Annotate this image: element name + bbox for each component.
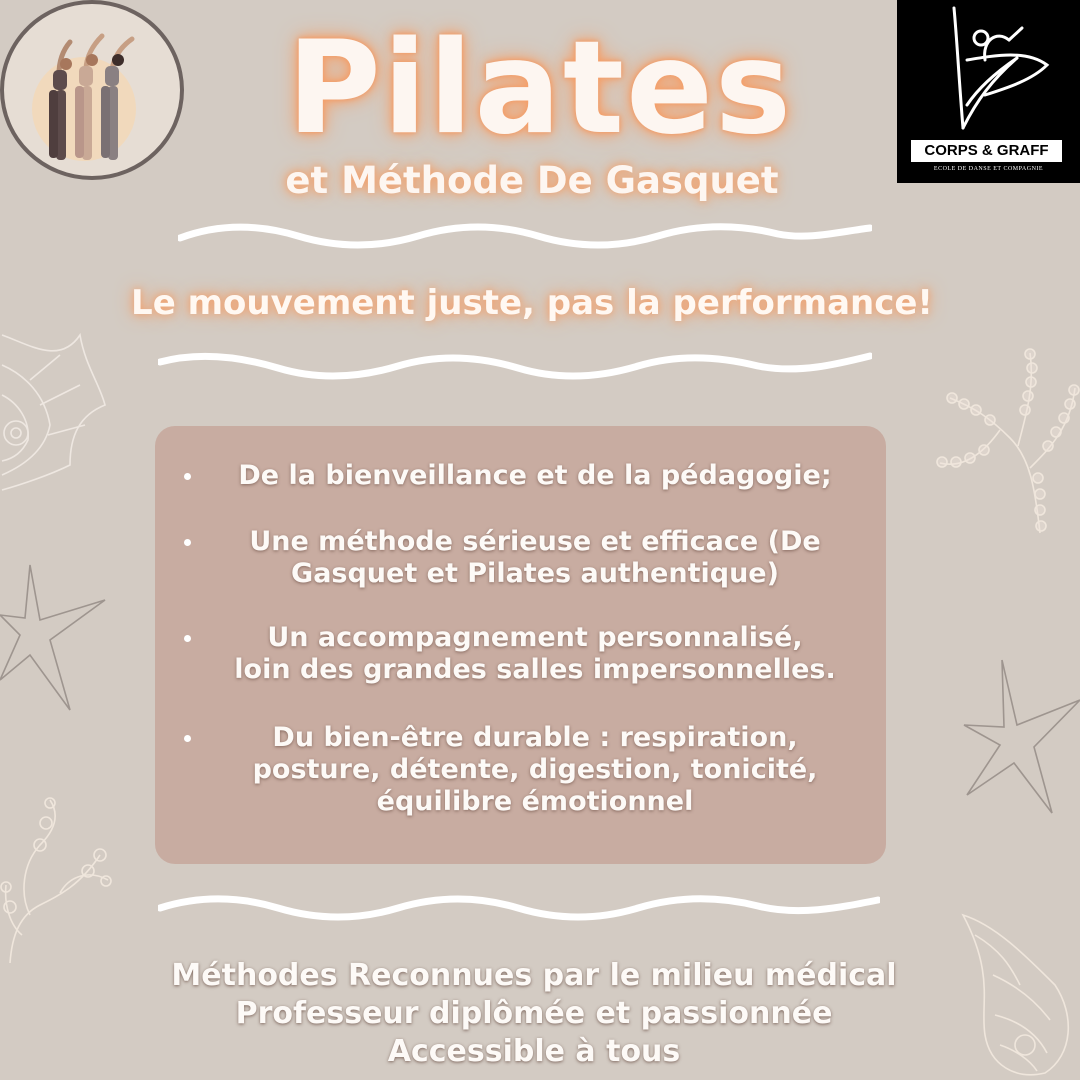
- brush-wave-divider: [158, 890, 880, 930]
- list-item-text: posture, détente, digestion, tonicité,: [252, 754, 818, 785]
- bullet-icon: [184, 735, 191, 742]
- page-subtitle: et Méthode De Gasquet: [285, 159, 779, 202]
- logo-name: CORPS & GRAFF: [911, 140, 1062, 162]
- list-item-text: De la bienveillance et de la pédagogie;: [238, 460, 832, 491]
- footer-line: Accessible à tous: [387, 1034, 681, 1069]
- starfish-icon: [962, 655, 1080, 815]
- bullet-icon: [184, 635, 191, 642]
- benefits-card: [155, 426, 886, 864]
- starfish-icon: [0, 560, 110, 720]
- coral-icon: [930, 338, 1080, 538]
- brush-wave-divider: [158, 348, 872, 388]
- list-item-text: Gasquet et Pilates authentique): [291, 558, 779, 589]
- logo-tagline: ECOLE DE DANSE ET COMPAGNIE: [933, 166, 1044, 172]
- footer: [0, 957, 1068, 1071]
- list-item-text: équilibre émotionnel: [376, 786, 694, 817]
- list-item-text: loin des grandes salles impersonnelles.: [234, 654, 836, 685]
- tagline: Le mouvement juste, pas la performance!: [131, 283, 933, 323]
- bullet-icon: [184, 539, 191, 546]
- shell-icon: [0, 325, 110, 495]
- list-item-text: Du bien-être durable : respiration,: [272, 722, 798, 753]
- bullet-icon: [184, 473, 191, 480]
- list-item-text: Un accompagnement personnalisé,: [267, 622, 803, 653]
- coral-branch-icon: [0, 795, 112, 965]
- footer-line: Professeur diplômée et passionnée: [235, 996, 833, 1031]
- page-title: Pilates: [286, 14, 794, 163]
- list-item-text: Une méthode sérieuse et efficace (De: [249, 526, 821, 557]
- brush-wave-divider: [178, 218, 872, 258]
- footer-line: Méthodes Reconnues par le milieu médical: [171, 958, 897, 993]
